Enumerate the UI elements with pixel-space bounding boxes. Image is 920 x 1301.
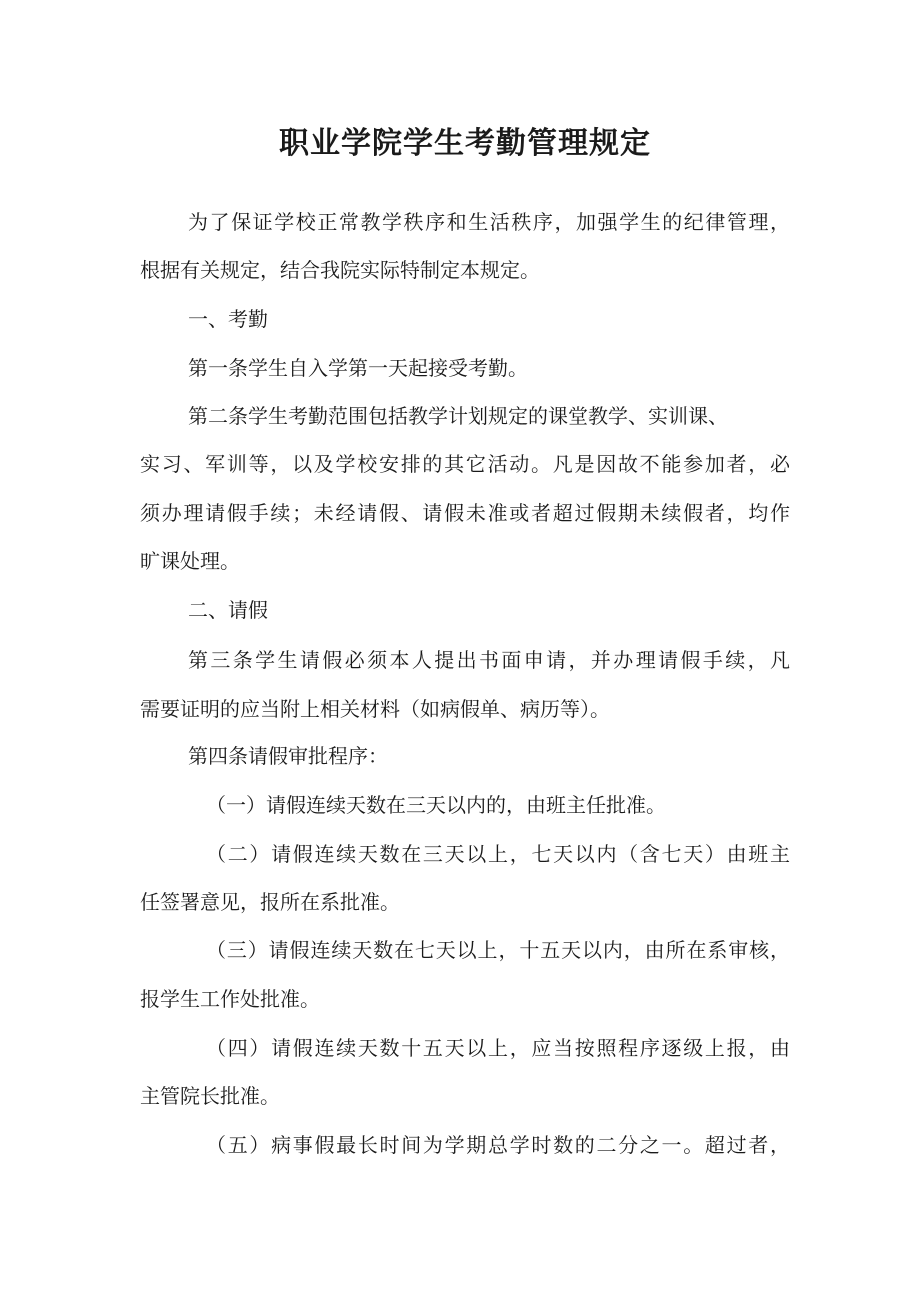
list-item-line: （二）请假连续天数在三天以上，七天以内（含七天）由班主 — [206, 842, 790, 866]
paragraph-line: 旷课处理。 — [140, 549, 240, 573]
paragraph-line: 为了保证学校正常教学秩序和生活秩序，加强学生的纪律管理， — [188, 210, 790, 234]
paragraph-line: 需要证明的应当附上相关材料（如病假单、病历等）。 — [140, 697, 610, 721]
paragraph-line: 第一条学生自入学第一天起接受考勤。 — [188, 356, 528, 380]
list-item-line: （一）请假连续天数在三天以内的，由班主任批准。 — [206, 793, 666, 817]
paragraph-line: 第二条学生考勤范围包括教学计划规定的课堂教学、实训课、 — [188, 404, 728, 428]
paragraph-line: 第四条请假审批程序： — [188, 744, 388, 768]
section-heading: 二、请假 — [188, 598, 268, 622]
document-title: 职业学院学生考勤管理规定 — [279, 126, 651, 161]
document-page — [140, 0, 790, 1301]
paragraph-line: 任签署意见，报所在系批准。 — [140, 890, 400, 914]
paragraph-line: 须办理请假手续；未经请假、请假未准或者超过假期未续假者，均作 — [140, 501, 790, 525]
paragraph-line: 主管院长批准。 — [140, 1084, 280, 1108]
section-heading: 一、考勤 — [188, 307, 268, 331]
list-item-line: （五）病事假最长时间为学期总学时数的二分之一。超过者， — [206, 1133, 790, 1157]
list-item-line: （三）请假连续天数在七天以上，十五天以内，由所在系审核， — [206, 938, 790, 962]
paragraph-line: 实习、军训等，以及学校安排的其它活动。凡是因故不能参加者，必 — [140, 452, 790, 476]
paragraph-line: 第三条学生请假必须本人提出书面申请，并办理请假手续，凡 — [188, 648, 790, 672]
paragraph-line: 根据有关规定，结合我院实际特制定本规定。 — [140, 258, 540, 282]
paragraph-line: 报学生工作处批准。 — [140, 987, 320, 1011]
list-item-line: （四）请假连续天数十五天以上，应当按照程序逐级上报，由 — [206, 1036, 790, 1060]
